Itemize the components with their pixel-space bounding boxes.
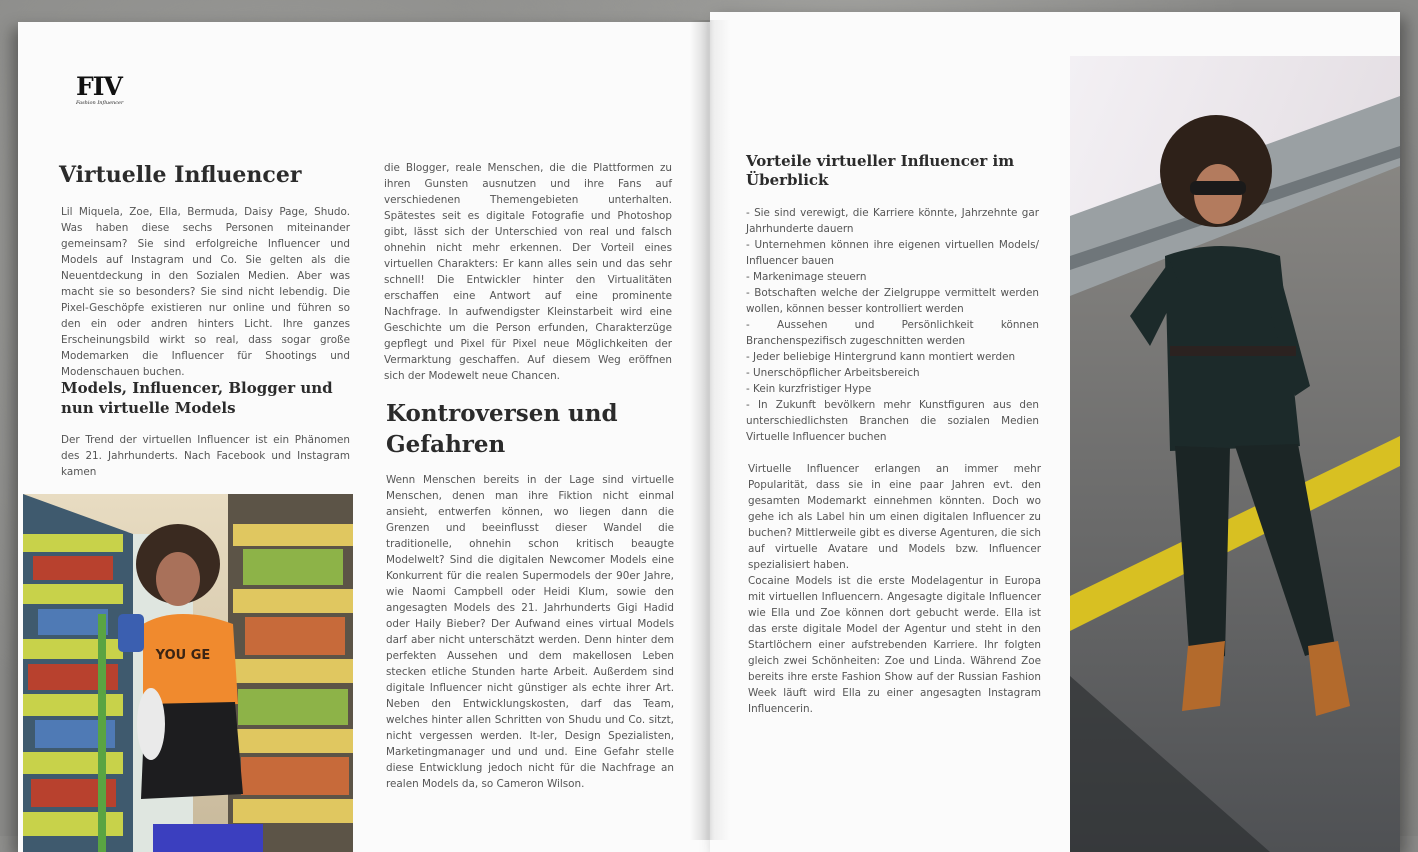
intro-paragraph: Lil Miquela, Zoe, Ella, Bermuda, Daisy Page, Shudo. Was haben diese sechs Personen miteinander gemeinsam? Sie sind erfolgreiche Influencer und Models auf Instagram und Co. Sie gelten als die Neuentdeckung in den Sozialen Medien. Aber was macht sie so besonders? Sie sind nicht lebendig. Die Pixel-Geschöpfe existieren nur online und führen so den ein oder andren hinters Licht. Ihre ganzes Erscheinungsbild wirkt so real, dass sogar große Modemarken die Influencer für Shootings und Modenschauen buchen. xyxy=(61,206,350,378)
shirt-text: YOU GE xyxy=(155,648,211,663)
logo-subtitle: Fashion Influencer xyxy=(76,100,124,106)
supermarket-photo xyxy=(23,494,353,852)
left-page xyxy=(18,22,711,852)
page-title: Virtuelle Influencer xyxy=(59,162,302,188)
list-item: - Unternehmen können ihre eigenen virtuellen Models/ Influencer bauen xyxy=(746,239,1039,267)
controversy-paragraph: Wenn Menschen bereits in der Lage sind virtuelle Menschen, denen man ihre Fiktion nicht einmal ansieht, entwerfen können, wo liegen dann die Grenzen und beeinflusst dieser Wandel die traditionelle, ohnehin schon kritisch beaugte Modelwelt? Sind die digitalen Newcomer Models eine Konkurrent für die realen Supermodels der 90er Jahre, wie Naomi Campbell oder Heidi Klum, sowie den angesagten Models des 21. Jahrhunderts Gigi Hadid oder Haily Bieber? Der Aufwand eines virtual Models darf aber nicht unterschätzt werden. Denn hinter dem perfekten Aussehen und dem makellosen Leben stecken etliche Stunden harte Arbeit. Außerdem sind digitale Influencer nicht günstiger als echte ihrer Art. Neben den Entwicklungskosten, darf das Team, welches hinter allen Schritten von Shudu und Co. sitzt, nicht vergessen werden. It-ler, Design Spezialisten, Marketingmanager und und und. Eine Gefahr stelle diese Entwicklung jedoch nicht für die Nachfrage an realen Models da, so Cameron Wilson. xyxy=(386,474,674,790)
list-item: - Botschaften welche der Zielgruppe vermittelt werden wollen, können besser kontrolliert werden xyxy=(746,287,1039,315)
list-item: - Markenimage steuern xyxy=(746,271,867,283)
supermarket-illustration xyxy=(23,494,353,852)
logo-text: FIV xyxy=(76,72,122,101)
trend-paragraph: Der Trend der virtuellen Influencer ist ein Phänomen des 21. Jahrhunderts. Nach Facebook und Instagram kamen xyxy=(61,434,350,478)
subheading: Models, Influencer, Blogger und nun virtuelle Models xyxy=(61,379,333,417)
list-item: - Sie sind verewigt, die Karriere könnte, Jahrzehnte gar Jahrhunderte dauern xyxy=(746,207,1039,235)
controversy-heading: Kontroversen und Gefahren xyxy=(386,400,618,458)
list-item: - Jeder beliebige Hintergrund kann montiert werden xyxy=(746,351,1016,363)
popularity-paragraph: Virtuelle Influencer erlangen an immer mehr Popularität, dass sie in eine paar Jahren evt. den gesamten Modemarkt einnehmen könnten. Doch wo gehe ich als Label hin um einen digitalen Influencer zu buchen? Mittlerweile gibt es diverse Agenturen, die sich auf virtuelle Avatare und Models bzw. Influencer spezialisiert haben. xyxy=(748,463,1041,571)
advantages-heading: Vorteile virtueller Influencer im Überblick xyxy=(746,152,1015,189)
right-page xyxy=(710,12,1400,852)
agency-paragraph: Cocaine Models ist die erste Modelagentur in Europa mit virtuellen Influencern. Angesagte digitale Influencer wie Ella und Zoe können dort gebucht werde. Ella ist das erste digitale Model der Agentur und steht in den Startlöchern einer aufstrebenden Karriere. Ihr folgten gleich zwei Schönheiten: Zoe und Linda. Während Zoe bereits ihre erste Fashion Show auf der Russian Fashion Week läuft wird Ella zu einer angesagten Instagram Influencerin. xyxy=(748,575,1041,715)
list-item: - Kein kurzfristiger Hype xyxy=(746,383,872,395)
fashion-illustration xyxy=(1070,56,1400,852)
list-item: - Unerschöpflicher Arbeitsbereich xyxy=(746,367,920,379)
magazine-logo xyxy=(76,74,124,114)
fashion-photo xyxy=(1070,56,1400,852)
blogger-paragraph: die Blogger, reale Menschen, die die Plattformen zu ihren Gunsten ausnutzen und ihre Fans auf verschiedenen Themengebieten unterhalten. Spätestes seit es digitale Fotografie und Photoshop gibt, lässt sich der Unterschied von real und falsch ohnehin nicht mehr erkennen. Der Vorteil eines virtuellen Charakters: Er kann alles sein und das sehr schnell! Die Entwickler hinter den Virtualitäten erschaffen eine Antwort auf eine prominente Nachfrage. In aufwendigster Kleinstarbeit wird eine Geschichte um die Person erfunden, Charakterzüge gepflegt und Pixel für Pixel neue Möglichkeiten der Vermarktung geschaffen. Auf diesem Weg eröffnen sich der Modewelt neue Chancen. xyxy=(384,162,672,382)
advantages-list xyxy=(746,205,1039,445)
list-item: - Aussehen und Persönlichkeit können Branchenspezifisch zugeschnitten werden xyxy=(746,319,1039,347)
list-item: - In Zukunft bevölkern mehr Kunstfiguren aus den unterschiedlichsten Branchen die sozialen Medien Virtuelle Influencer buchen xyxy=(746,399,1039,443)
